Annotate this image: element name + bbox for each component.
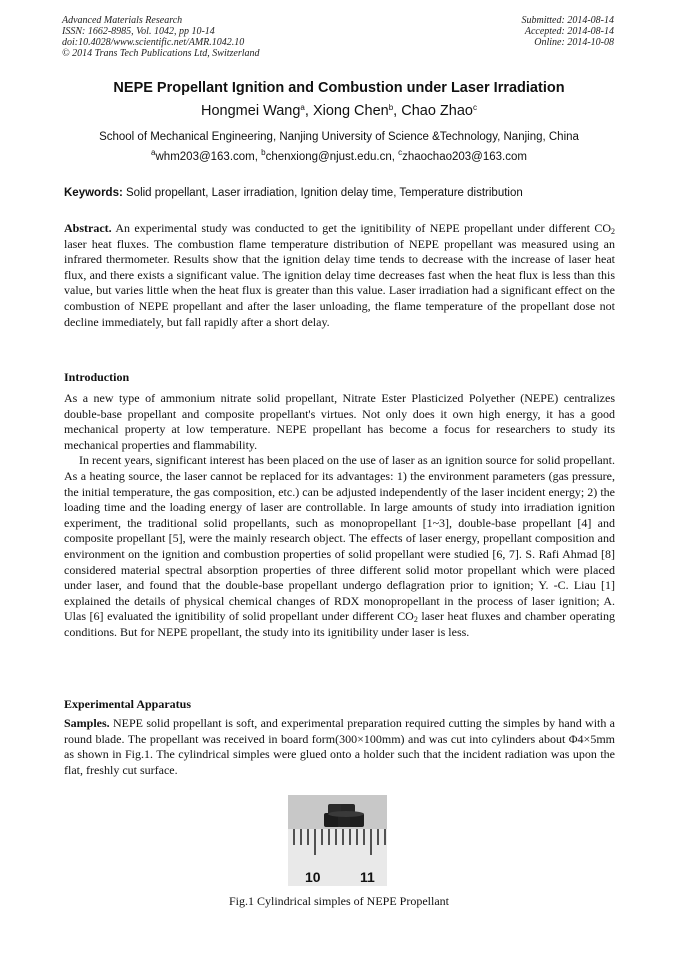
- author-affil-mark: b: [388, 103, 394, 112]
- email-mark: b: [261, 148, 266, 157]
- subscript: 2: [413, 615, 418, 625]
- author-affil-mark: c: [472, 103, 477, 112]
- abstract: [64, 221, 615, 330]
- subscript: 2: [611, 227, 615, 236]
- email-mark: a: [151, 148, 156, 157]
- figure-1-photo: [288, 795, 387, 886]
- keywords-line: [64, 187, 624, 199]
- abstract-text: An experimental study was conducted to get the ignitibility of NEPE propellant under different CO: [115, 221, 611, 235]
- samples-text: NEPE solid propellant is soft, and experimental preparation required cutting the simples by hand with a round blade. The propellant was received in board form(300×100mm) and was cut into cylinders about Φ4×5mm as shown in Fig.1. The cylindrical simples were glued onto a holder such that the incident radiation was upon the flat, freshly cut surface.: [64, 716, 616, 777]
- author-name: Hongmei Wang: [201, 103, 301, 119]
- copyright-line: © 2014 Trans Tech Publications Ltd, Switzerland: [62, 48, 260, 59]
- accepted-date: Accepted: 2014-08-14: [524, 26, 614, 37]
- email-address: zhaochao203@163.com: [402, 151, 527, 163]
- submitted-date: Submitted: 2014-08-14: [521, 15, 614, 26]
- figure-1-caption: Fig.1 Cylindrical simples of NEPE Propellant: [229, 894, 449, 908]
- introduction-body: [64, 391, 615, 641]
- ruler-label-11: 11: [360, 869, 375, 885]
- experimental-body: [64, 716, 615, 778]
- intro-paragraph-1: As a new type of ammonium nitrate solid propellant, Nitrate Ester Plasticized Polyether (NEPE) centralizes double-base propellant and composite propellant's virtues. Not only does it own high energy, it has a good mechanical property at low temperature. NEPE propellant has become a focus for researchers to study its mechanical properties and flammability.: [64, 391, 615, 452]
- doi-line: doi:10.4028/www.scientific.net/AMR.1042.10: [62, 37, 245, 48]
- email-address: chenxiong@njust.edu.cn: [265, 151, 392, 163]
- keywords-text: Solid propellant, Laser irradiation, Ignition delay time, Temperature distribution: [126, 187, 523, 199]
- intro-p2-text: In recent years, significant interest has been placed on the use of laser as an ignition source for solid propellant. As a heating source, the laser cannot be replaced for its advantages: 1) the environment parameters (gas pressure, the initial temperature, the gas composition, etc.) can be adjusted independently of the laser incident energy; 2) the loading time and the loading energy of laser are controllable. In large amounts of study into irradiation ignition experiment, the traditional solid propellants, such as monopropellant [1~3], double-base propellant [4] and composite propellant [5], were the mainly research object. The effects of laser energy, propellant composition and environment on the ignition and combustion properties of solid propellant were studied [6, 7]. S. Rafi Ahmad [8] considered material spectral absorption properties of three different solid motor propellant which were placed under laser, and found that the double-base propellant undergo deflagration prior to ignition; Y. -C. Liau [1] explained the details of physical chemical changes of RDX monopropellant in the process of laser ignition; A. Ulas [6] evaluated the ignitibility of solid propellant under different CO: [64, 453, 615, 624]
- online-date: Online: 2014-10-08: [534, 37, 614, 48]
- journal-header-left: [62, 15, 260, 59]
- author-affil-mark: a: [300, 103, 305, 112]
- email-address: whm203@163.com: [155, 151, 255, 163]
- issn-line: ISSN: 1662-8985, Vol. 1042, pp 10-14: [62, 26, 215, 37]
- propellant-photo-graphic: [288, 795, 387, 886]
- samples-label: Samples.: [64, 716, 110, 730]
- ruler-label-10: 10: [305, 869, 321, 885]
- author-name: Xiong Chen: [312, 103, 389, 119]
- experimental-heading: Experimental Apparatus: [64, 697, 192, 711]
- affiliation: School of Mechanical Engineering, Nanjing University of Science &Technology, Nanjing, China: [99, 131, 579, 143]
- abstract-label: Abstract.: [64, 221, 112, 235]
- intro-paragraph-2: [64, 453, 615, 640]
- introduction-heading: Introduction: [64, 370, 130, 384]
- author-name: Chao Zhao: [401, 103, 473, 119]
- author-list: Hongmei Wang$^a$, Xiong Chen$^b$, Chao Zhao$^c$: [201, 103, 477, 119]
- email-mark: c: [398, 148, 403, 157]
- abstract-text-cont: laser heat fluxes. The combustion flame temperature distribution of NEPE propellant was measured using an infrared thermometer. Results show that the ignition delay time tends to decrease with the increase of laser heat flux, and there exists a significant value. The ignition delay time decreases fast when the heat flux is less than this value, but varies little when the heat flux is greater than this value. Laser irradiation had a significant effect on the combustion of NEPE propellant and after the laser unloading, the flame temperature of the propellant dose not decline immediately, but fall rapidly after a short delay.: [64, 236, 615, 329]
- keywords-label: Keywords:: [64, 187, 123, 199]
- journal-name: Advanced Materials Research: [62, 15, 183, 26]
- paper-title: NEPE Propellant Ignition and Combustion under Laser Irradiation: [113, 80, 565, 96]
- journal-header-right: [522, 15, 615, 48]
- email-list: $^a$whm203@163.com, $^b$chenxiong@njust.edu.cn, $^c$zhaochao203@163.com: [151, 148, 527, 163]
- intro-p2-text-cont: laser heat fluxes and chamber operating conditions. But for NEPE propellant, the study into its ignitibility under laser is less.: [64, 609, 615, 639]
